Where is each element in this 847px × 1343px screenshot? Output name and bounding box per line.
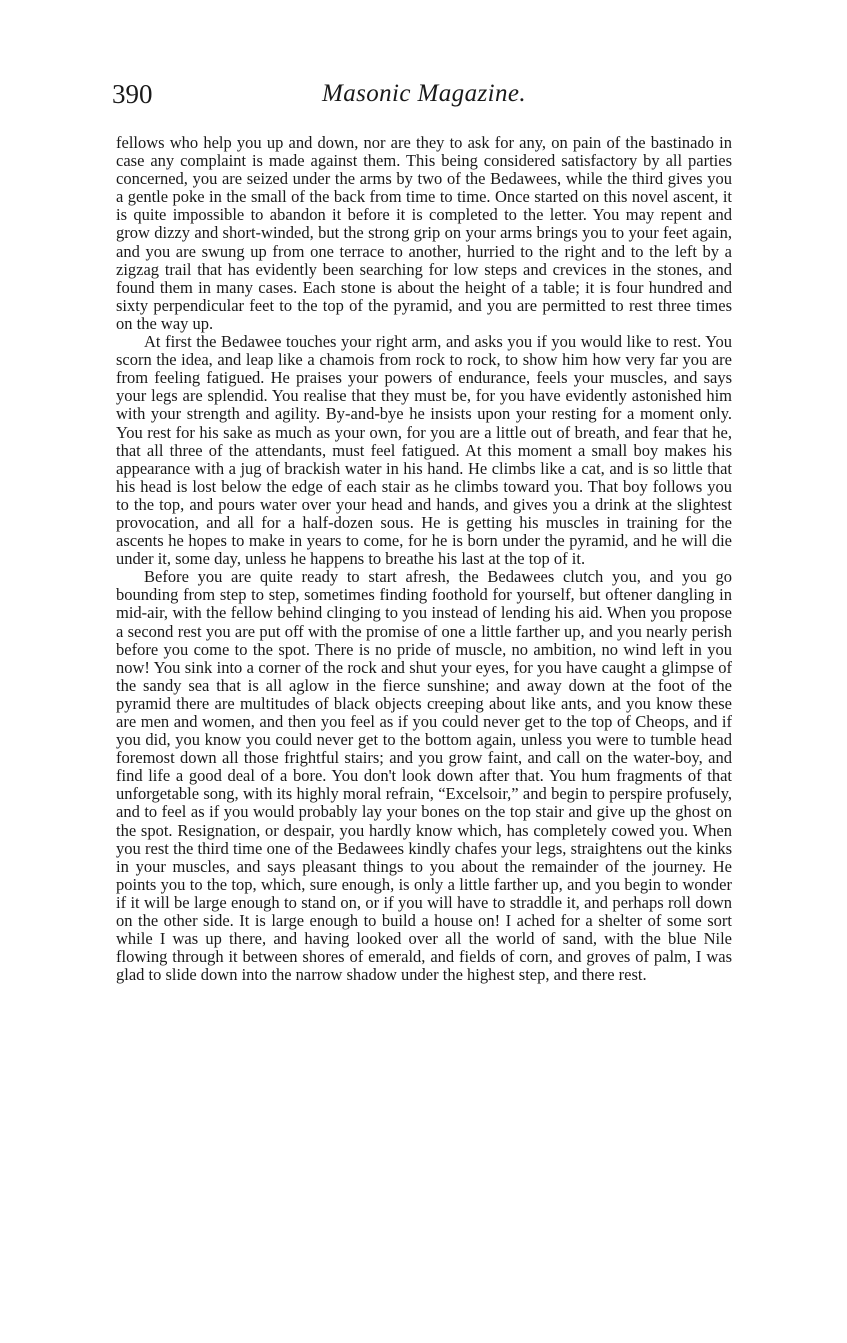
paragraph: At first the Bedawee touches your right arm, and asks you if you would like to rest. You scorn the idea, and leap like a chamois from rock to rock, to show him how very far you are from feeling fatigued. He praises your powers of endurance, feels your muscles, and says your legs are splendid. You realise that they must be, for you have evidently astonished him with your strength and agility. By-and-bye he insists upon your resting for a moment only. You rest for his sake as much as your own, for you are a little out of breath, and fear that he, that all three of the attendants, must feel fatigued. At this moment a small boy makes his appearance with a jug of brackish water in his hand. He climbs like a cat, and is so little that his head is lost below the edge of each stair as he climbs toward you. That boy follows you to the top, and pours water over your head and hands, and gives you a drink at the slightest provocation, and all for a half-dozen sous. He is getting his muscles in training for the ascents he hopes to make in years to come, for he is born under the pyramid, and he will die under it, some day, unless he happens to breathe his last at the top of it. <box>116 332 732 569</box>
page-number: 390 <box>112 79 153 109</box>
page-header <box>112 74 736 114</box>
paragraph: Before you are quite ready to start afresh, the Bedawees clutch you, and you go bounding from step to step, sometimes finding foothold for yourself, but oftener dangling in mid-air, with the fellow behind clinging to you instead of lending his aid. When you propose a second rest you are put off with the promise of one a little farther up, and you nearly perish before you come to the spot. There is no pride of muscle, no ambition, no wind left in you now! You sink into a corner of the rock and shut your eyes, for you have caught a glimpse of the sandy sea that is all aglow in the fierce sunshine; and away down at the foot of the pyramid there are multitudes of black objects creeping about like ants, and you know these are men and women, and then you feel as if you could never get to the top of Cheops, and if you did, you know you could never get to the bottom again, unless you were to tumble head foremost down all those frightful stairs; and you grow faint, and call on the water-boy, and find life a good deal of a bore. You don't look down after that. You hum fragments of that unforgetable song, with its highly moral refrain, “Excelsoir,” and begin to perspire profusely, and to feel as if you would probably lay your bones on the top stair and give up the ghost on the spot. Resignation, or despair, you hardly know which, has completely cowed you. When you rest the third time one of the Bedawees kindly chafes your legs, straightens out the kinks in your muscles, and says pleasant things to you about the remainder of the journey. He points you to the top, which, sure enough, is only a little farther up, and you begin to wonder if it will be large enough to stand on, or if you will have to straddle it, and perhaps roll down on the other side. It is large enough to build a house on! I ached for a shelter of some sort while I was up there, and having looked over all the world of sand, with the blue Nile flowing through it between shores of emerald, and fields of corn, and groves of palm, I was glad to slide down into the narrow shadow under the highest step, and there rest. <box>116 567 732 985</box>
article-body <box>116 134 732 984</box>
paragraph-continued: fellows who help you up and down, nor are they to ask for any, on pain of the bastinado in case any complaint is made against them. This being considered satisfactory by all parties concerned, you are seized under the arms by two of the Bedawees, while the third gives you a gentle poke in the small of the back from time to time. Once started on this novel ascent, it is quite impossible to abandon it before it is completed to the letter. You may repent and grow dizzy and short-winded, but the strong grip on your arms brings you to your feet again, and you are swung up from one terrace to another, hurried to the right and to the left by a zigzag trail that has evidently been searching for low steps and crevices in the stones, and found them in many cases. Each stone is about the height of a table; it is four hundred and sixty perpendicular feet to the top of the pyramid, and you are permitted to rest three times on the way up. <box>116 133 732 333</box>
running-title: Masonic Magazine. <box>322 80 526 107</box>
